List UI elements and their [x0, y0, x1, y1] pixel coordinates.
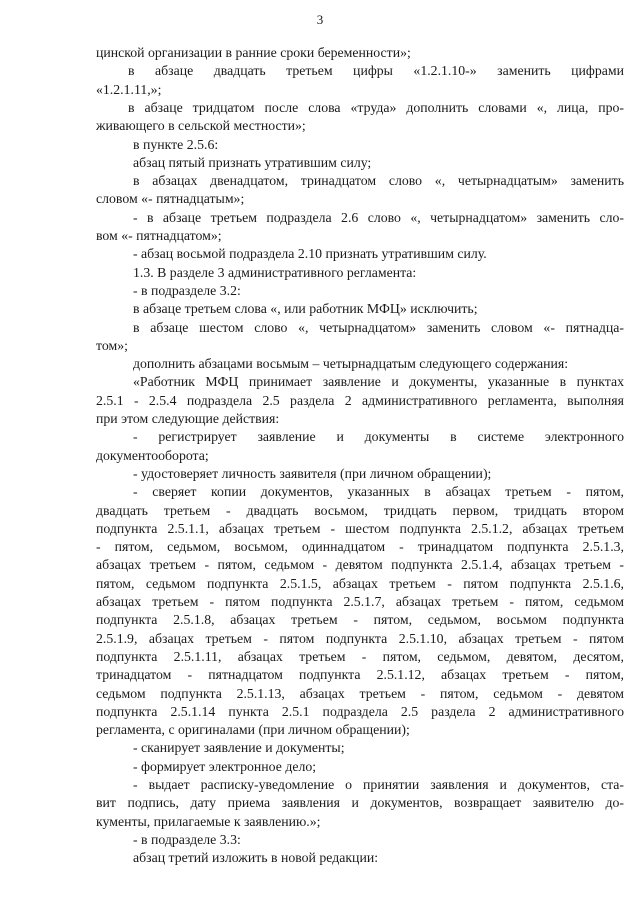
text-line: при этом следующие действия: — [96, 411, 280, 426]
text-line: абзац пятый признать утратившим силу; — [133, 154, 372, 170]
text-line: в абзаце третьем слова «, или работник МФЦ» исключить; — [133, 301, 478, 317]
text-line: в абзаце двадцать третьем цифры «1.2.1.10-» заменить цифрами — [128, 63, 624, 79]
text-line: тринадцатом - пятнадцатом подпункта 2.5.1.12, абзацах третьем - пятом, — [96, 667, 624, 683]
text-line: абзацах третьем - пятом, седьмом - девятом подпункта 2.5.1.4, абзацах третьем - — [96, 557, 624, 573]
text-line: кументы, прилагаемые к заявлению.»; — [96, 813, 321, 829]
text-line: регламента, с оригиналами (при личном обращении); — [96, 722, 410, 738]
text-line: абзацах третьем - пятом подпункта 2.5.1.7, абзацах третьем - пятом, седьмом — [96, 594, 624, 609]
text-line: в абзаце тридцатом после слова «труда» дополнить словами «, лица, про- — [128, 99, 624, 115]
text-line: вом «- пятнадцатом»; — [96, 228, 222, 243]
text-line: «Работник МФЦ принимает заявление и документы, указанные в пунктах — [133, 374, 624, 390]
text-line: - абзац восьмой подраздела 2.10 признать утратившим силу. — [133, 246, 487, 262]
text-line: пятом, седьмом подпункта 2.5.1.5, абзацах третьем - пятом подпункта 2.5.1.6, — [96, 575, 624, 591]
text-line: подпункта 2.5.1.8, абзацах третьем - пятом, седьмом, восьмом подпункта — [96, 612, 624, 628]
text-line: 1.3. В разделе 3 административного регламента: — [133, 264, 417, 280]
text-line: - сверяет копии документов, указанных в абзацах третьем - пятом, — [133, 484, 624, 500]
text-line: - пятом, седьмом, восьмом, одиннадцатом - тринадцатом подпункта 2.5.1.3, — [96, 539, 624, 555]
text-line: 2.5.1 - 2.5.4 подраздела 2.5 раздела 2 административного регламента, выполняя — [96, 392, 624, 408]
text-line: - удостоверяет личность заявителя (при личном обращении); — [133, 465, 492, 481]
text-line: «1.2.1.11,»; — [96, 81, 162, 97]
text-line: дополнить абзацами восьмым – четырнадцатым следующего содержания: — [133, 356, 569, 372]
text-line: в пункте 2.5.6: — [133, 136, 219, 152]
text-line: - формирует электронное дело; — [133, 758, 317, 774]
text-line: документооборота; — [96, 447, 209, 463]
text-line: цинской организации в ранние сроки беременности»; — [96, 45, 411, 60]
text-line: подпункта 2.5.1.11, абзацах третьем - пятом, седьмом, девятом, десятом, — [96, 648, 624, 664]
text-line: абзац третий изложить в новой редакции: — [133, 850, 379, 866]
text-line: - в подразделе 3.2: — [133, 282, 241, 298]
text-line: 2.5.1.9, абзацах третьем - пятом подпункта 2.5.1.10, абзацах третьем - пятом — [96, 630, 624, 646]
text-line: словом «- пятнадцатым»; — [96, 191, 245, 207]
text-line: - в абзаце третьем подраздела 2.6 слово «, четырнадцатом» заменить сло- — [133, 209, 624, 225]
page-number: 3 — [316, 12, 324, 27]
text-line: подпункта 2.5.1.1, абзацах третьем - шестом подпункта 2.5.1.2, абзацах третьем — [96, 520, 624, 536]
text-line: седьмом подпункта 2.5.1.13, абзацах третьем - пятом, седьмом - девятом — [96, 685, 624, 701]
text-line: - регистрирует заявление и документы в системе электронного — [133, 429, 624, 445]
text-line: том»; — [96, 337, 128, 353]
text-line: подпункта 2.5.1.14 пункта 2.5.1 подраздела 2.5 раздела 2 административного — [96, 703, 624, 719]
text-line: живающего в сельской местности»; — [96, 118, 306, 134]
text-line: в абзацах двенадцатом, тринадцатом слово «, четырнадцатым» заменить — [133, 173, 624, 189]
text-line: двадцать третьем - двадцать восьмом, тридцать первом, тридцать втором — [96, 502, 624, 518]
text-line: - сканирует заявление и документы; — [133, 740, 345, 756]
text-line: вит подпись, дату приема заявления и документов, возвращает заявителю до- — [96, 795, 624, 811]
text-line: - в подразделе 3.3: — [133, 831, 241, 847]
text-line: - выдает расписку-уведомление о принятии заявления и документов, ста- — [133, 777, 624, 792]
text-line: в абзаце шестом слово «, четырнадцатом» заменить словом «- пятнадца- — [133, 319, 624, 335]
